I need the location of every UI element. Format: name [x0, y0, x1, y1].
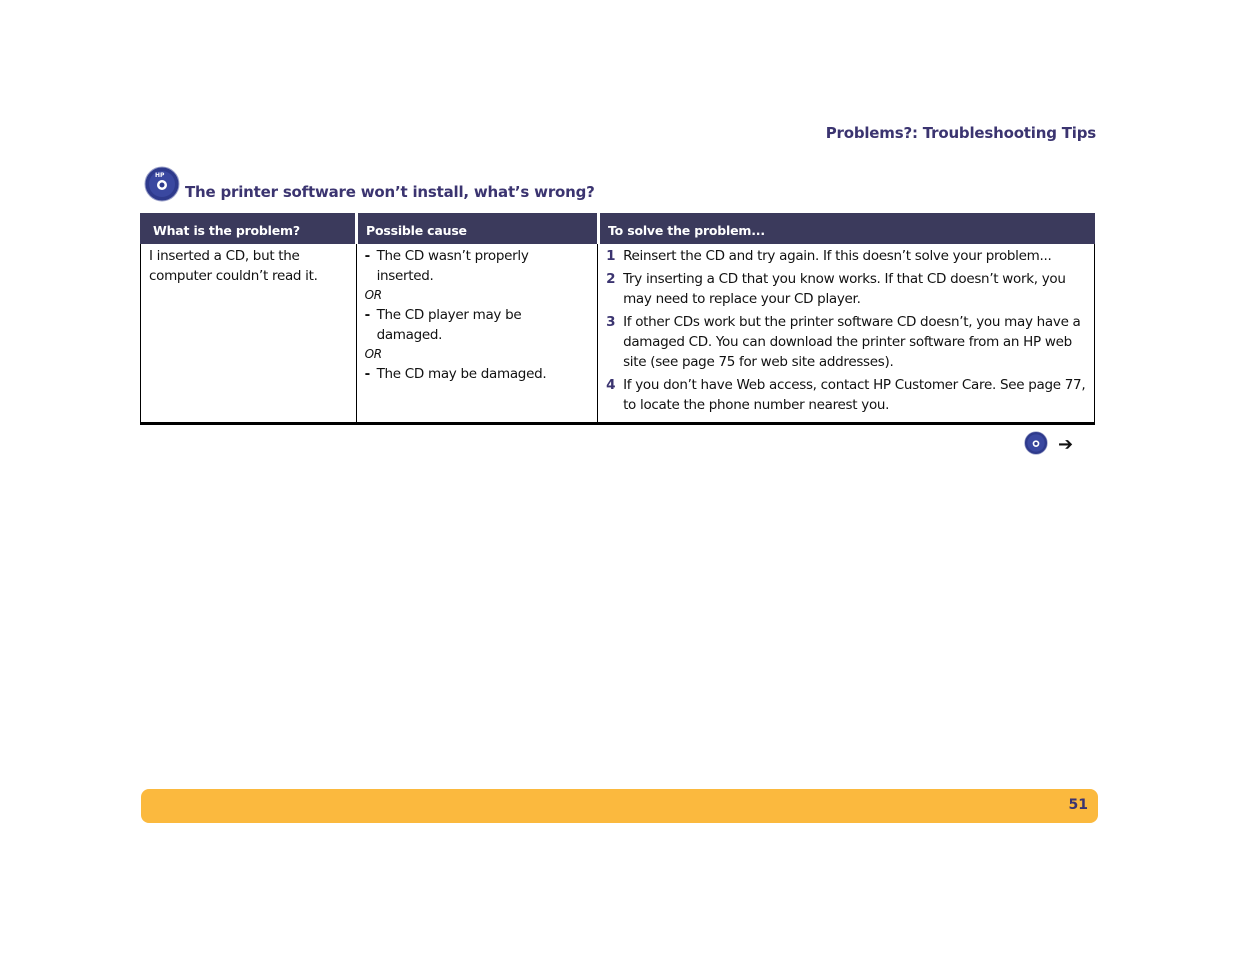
bullet-dash: - [364, 307, 370, 323]
next-arrow-icon[interactable]: ➔ [1058, 434, 1074, 455]
cause-cell [356, 244, 598, 422]
table-header [140, 213, 1095, 244]
step-number: 4 [606, 377, 616, 393]
solution-step [606, 312, 1086, 372]
hp-cd-icon [144, 166, 180, 206]
heading-title: The printer software won’t install, what’s wrong? [185, 183, 595, 201]
page-number: 51 [1068, 797, 1088, 813]
step-text: If you don’t have Web access, contact HP Customer Care. See page 77, to locate the phone number nearest you. [623, 377, 1086, 413]
table-row [140, 244, 1095, 422]
problem-line: computer couldn’t read it. [149, 268, 318, 284]
cause-text: inserted. [376, 268, 434, 284]
or-label: OR [364, 347, 382, 361]
problem-cell [141, 244, 356, 422]
column-header-solution: To solve the problem... [597, 213, 1095, 244]
solution-step [606, 269, 1086, 309]
step-number: 2 [606, 271, 616, 287]
cause-item [365, 305, 590, 345]
hp-cd-icon[interactable] [1024, 431, 1048, 459]
solution-step [606, 375, 1086, 415]
cause-text: The CD player may be [376, 307, 522, 323]
solution-step [606, 246, 1086, 266]
cause-item [365, 364, 590, 384]
svg-text:HP: HP [155, 172, 165, 179]
section-title: Problems?: Troubleshooting Tips [825, 124, 1096, 142]
cause-text: The CD may be damaged. [376, 366, 547, 382]
problem-line: I inserted a CD, but the [149, 248, 300, 264]
column-header-cause: Possible cause [355, 213, 597, 244]
solution-cell [597, 244, 1094, 422]
troubleshooting-table [140, 213, 1095, 425]
column-header-problem: What is the problem? [153, 223, 300, 238]
navigation [1024, 431, 1073, 459]
bullet-dash: - [364, 366, 370, 382]
heading-row [144, 166, 595, 206]
cause-text: damaged. [376, 327, 443, 343]
footer-bar [141, 789, 1098, 823]
bullet-dash: - [364, 248, 370, 264]
step-text: Reinsert the CD and try again. If this doesn’t solve your problem... [623, 248, 1052, 264]
cause-text: The CD wasn’t properly [376, 248, 529, 264]
step-text: Try inserting a CD that you know works. If that CD doesn’t work, you may need to replace your CD player. [623, 271, 1066, 307]
step-number: 1 [606, 248, 616, 264]
step-number: 3 [606, 314, 616, 330]
cause-item [365, 246, 590, 286]
step-text: If other CDs work but the printer software CD doesn’t, you may have a damaged CD. You can download the printer software from an HP web site (see page 75 for web site addresses). [623, 314, 1081, 370]
or-label: OR [364, 288, 382, 302]
